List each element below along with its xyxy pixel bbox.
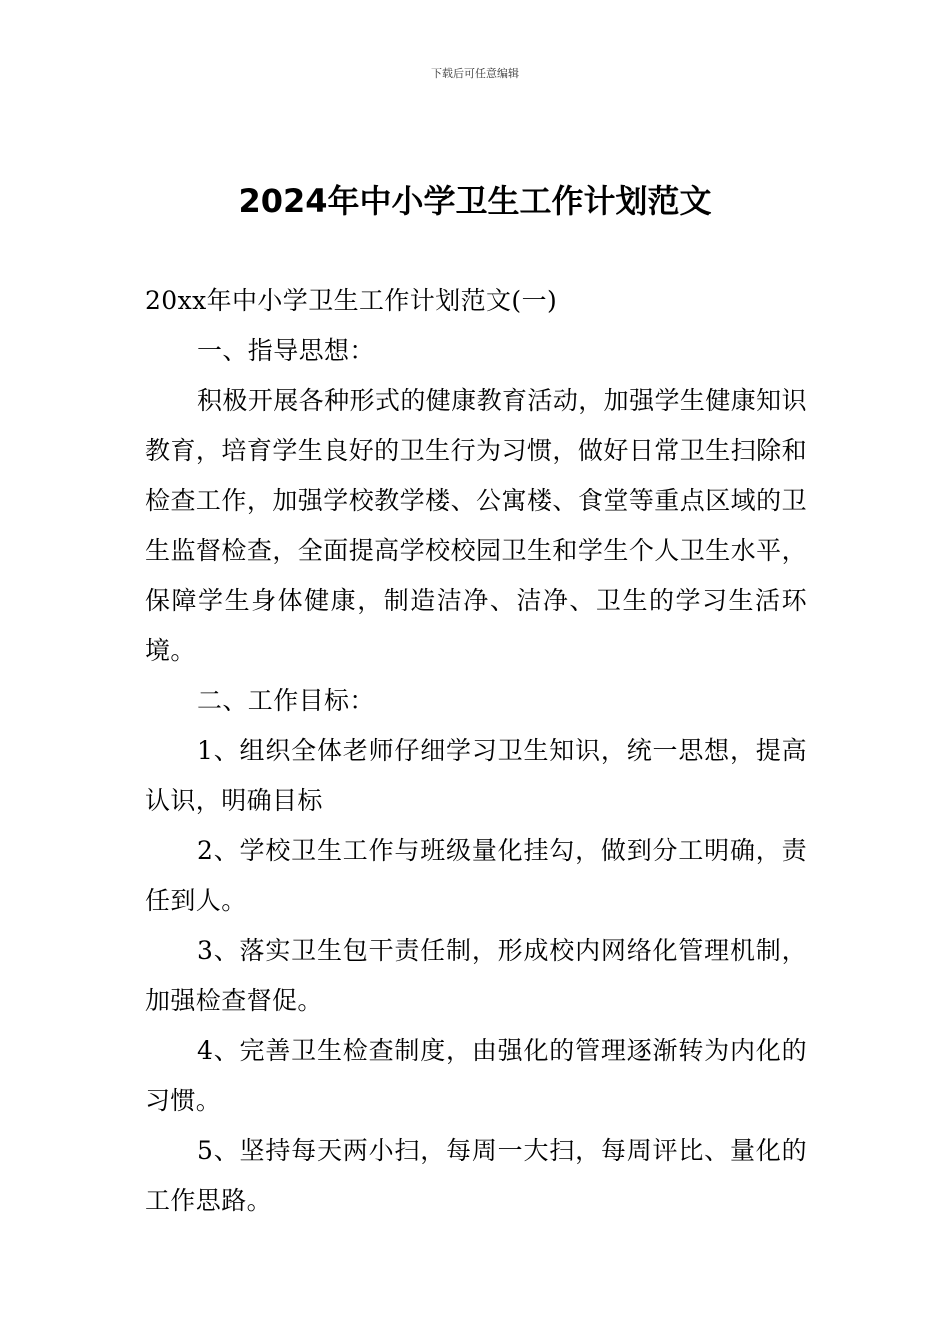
goal-item-1: 1、组织全体老师仔细学习卫生知识，统一思想，提高认识，明确目标: [145, 736, 807, 815]
page-header-note: 下载后可任意编辑: [431, 67, 519, 80]
paragraph-guiding-ideology: 积极开展各种形式的健康教育活动，加强学生健康知识教育，培育学生良好的卫生行为习惯，做好日常卫生扫除和检查工作，加强学校教学楼、公寓楼、食堂等重点区域的卫生监督检查，全面提高学校校园卫生和学生个人卫生水平，保障学生身体健康，制造洁净、洁净、卫生的学习生活环境。: [145, 386, 807, 665]
goal-item-5: 5、坚持每天两小扫，每周一大扫，每周评比、量化的工作思路。: [145, 1136, 807, 1215]
goal-item-3: 3、落实卫生包干责任制，形成校内网络化管理机制，加强检查督促。: [145, 936, 807, 1015]
subheading-work-goals: 二、工作目标：: [197, 686, 375, 715]
goal-item-4: 4、完善卫生检查制度，由强化的管理逐渐转为内化的习惯。: [145, 1036, 807, 1115]
goal-item-2: 2、学校卫生工作与班级量化挂勾，做到分工明确，责任到人。: [145, 836, 807, 915]
document-body: [145, 276, 807, 1226]
subheading-guiding-ideology: 一、指导思想：: [197, 336, 375, 365]
section-heading: 20xx年中小学卫生工作计划范文(一): [145, 286, 558, 315]
document-title: 2024年中小学卫生工作计划范文: [238, 182, 712, 220]
